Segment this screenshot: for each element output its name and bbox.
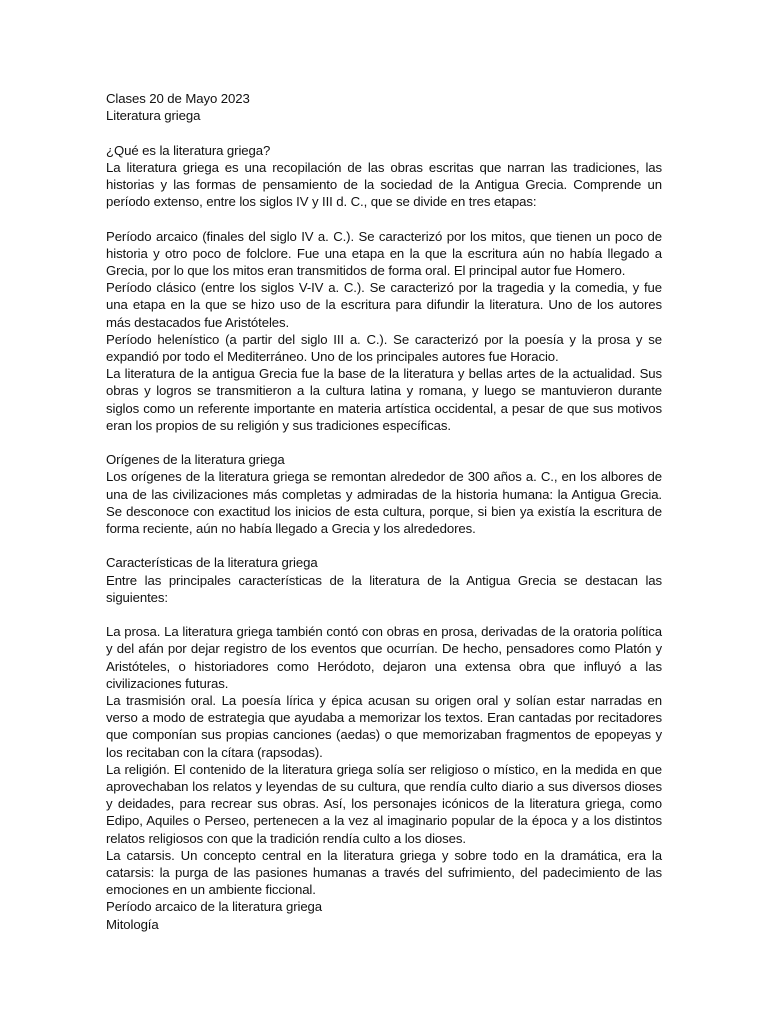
- blank-line: [106, 434, 662, 451]
- feature-prosa-paragraph: La prosa. La literatura griega también contó con obras en prosa, derivadas de la oratoria política y del afán por dejar registro de los eventos que ocurrían. De hecho, pensadores como Platón y Aristóteles, o historiadores como Heródoto, dejaron una extensa obra que influyó a las civilizaciones futuras.: [106, 624, 662, 691]
- intro-heading: ¿Qué es la literatura griega?: [106, 142, 271, 158]
- blank-line: [106, 124, 662, 141]
- document-body: [106, 90, 662, 933]
- origins-heading: Orígenes de la literatura griega: [106, 452, 285, 468]
- period-clasico-paragraph: Período clásico (entre los siglos V-IV a. C.). Se caracterizó por la tragedia y la comedia, y fue una etapa en la que se hizo uso de la escritura para difundir la literatura. Uno de los autores más destacados fue Aristóteles.: [106, 280, 662, 330]
- features-heading: Características de la literatura griega: [106, 555, 318, 571]
- period-helenistico-paragraph: Período helenístico (a partir del siglo III a. C.). Se caracterizó por la poesía y la prosa y se expandió por todo el Mediterráneo. Uno de los principales autores fue Horacio.: [106, 331, 662, 365]
- mitologia-subheading: Mitología: [106, 916, 159, 932]
- subject-title: Literatura griega: [106, 108, 201, 124]
- feature-catarsis-paragraph: La catarsis. Un concepto central en la literatura griega y sobre todo en la dramática, era la catarsis: la purga de las pasiones humanas a través del sufrimiento, del padecimiento de las emociones en un ambiente ficcional.: [106, 847, 662, 898]
- date-line: Clases 20 de Mayo 2023: [106, 91, 250, 106]
- intro-paragraph: La literatura griega es una recopilación de las obras escritas que narran las tradiciones, las historias y las formas de pensamiento de la sociedad de la Antigua Grecia. Comprende un período extenso, entre los siglos IV y III d. C., que se divide en tres etapas:: [106, 159, 662, 210]
- blank-line: [106, 537, 662, 554]
- period-arcaico-paragraph: Período arcaico (finales del siglo IV a. C.). Se caracterizó por los mitos, que tienen un poco de historia y otro poco de folclore. Fue una etapa en la que la escritura aún no había llegado a Grecia, por lo que los mitos eran transmitidos de forma oral. El principal autor fue Homero.: [106, 228, 662, 278]
- blank-line: [106, 606, 662, 623]
- features-intro: Entre las principales características de la literatura de la Antigua Grecia se destacan las siguientes:: [106, 572, 662, 605]
- feature-oral-paragraph: La trasmisión oral. La poesía lírica y épica acusan su origen oral y solían estar narradas en verso a modo de estrategia que ayudaba a memorizar los textos. Eran cantadas por recitadores que componían sus propias canciones (aedas) o que memorizaban fragmentos de epopeyas y los recitaban con la cítara (rapsodas).: [106, 693, 662, 760]
- feature-religion-paragraph: La religión. El contenido de la literatura griega solía ser religioso o místico, en la medida en que aprovechaban los relatos y leyendas de su cultura, que rendía culto diario a sus diversos dioses y deidades, para recrear sus obras. Así, los personajes icónicos de la literatura griega, como Edipo, Aquiles o Perseo, pertenecen a la vez al imaginario popular de la época y a los distintos relatos religiosos con que la tradición rendía culto a los dioses.: [106, 761, 662, 846]
- blank-line: [106, 210, 662, 227]
- origins-paragraph: Los orígenes de la literatura griega se remontan alrededor de 300 años a. C., en los albores de una de las civilizaciones más completas y admiradas de la historia humana: la Antigua Grecia. Se desconoce con exactitud los inicios de esta cultura, porque, si bien ya existía la escritura de forma reciente, aún no había llegado a Grecia y los alrededores.: [106, 469, 662, 537]
- legacy-paragraph: La literatura de la antigua Grecia fue la base de la literatura y bellas artes de la actualidad. Sus obras y logros se transmitieron a la cultura latina y romana, y luego se mantuvieron durante siglos como un referente importante en materia artística occidental, a pesar de que sus motivos eran los propios de su religión y sus tradiciones específicas.: [106, 366, 662, 433]
- arcaico-section-heading: Período arcaico de la literatura griega: [106, 899, 323, 915]
